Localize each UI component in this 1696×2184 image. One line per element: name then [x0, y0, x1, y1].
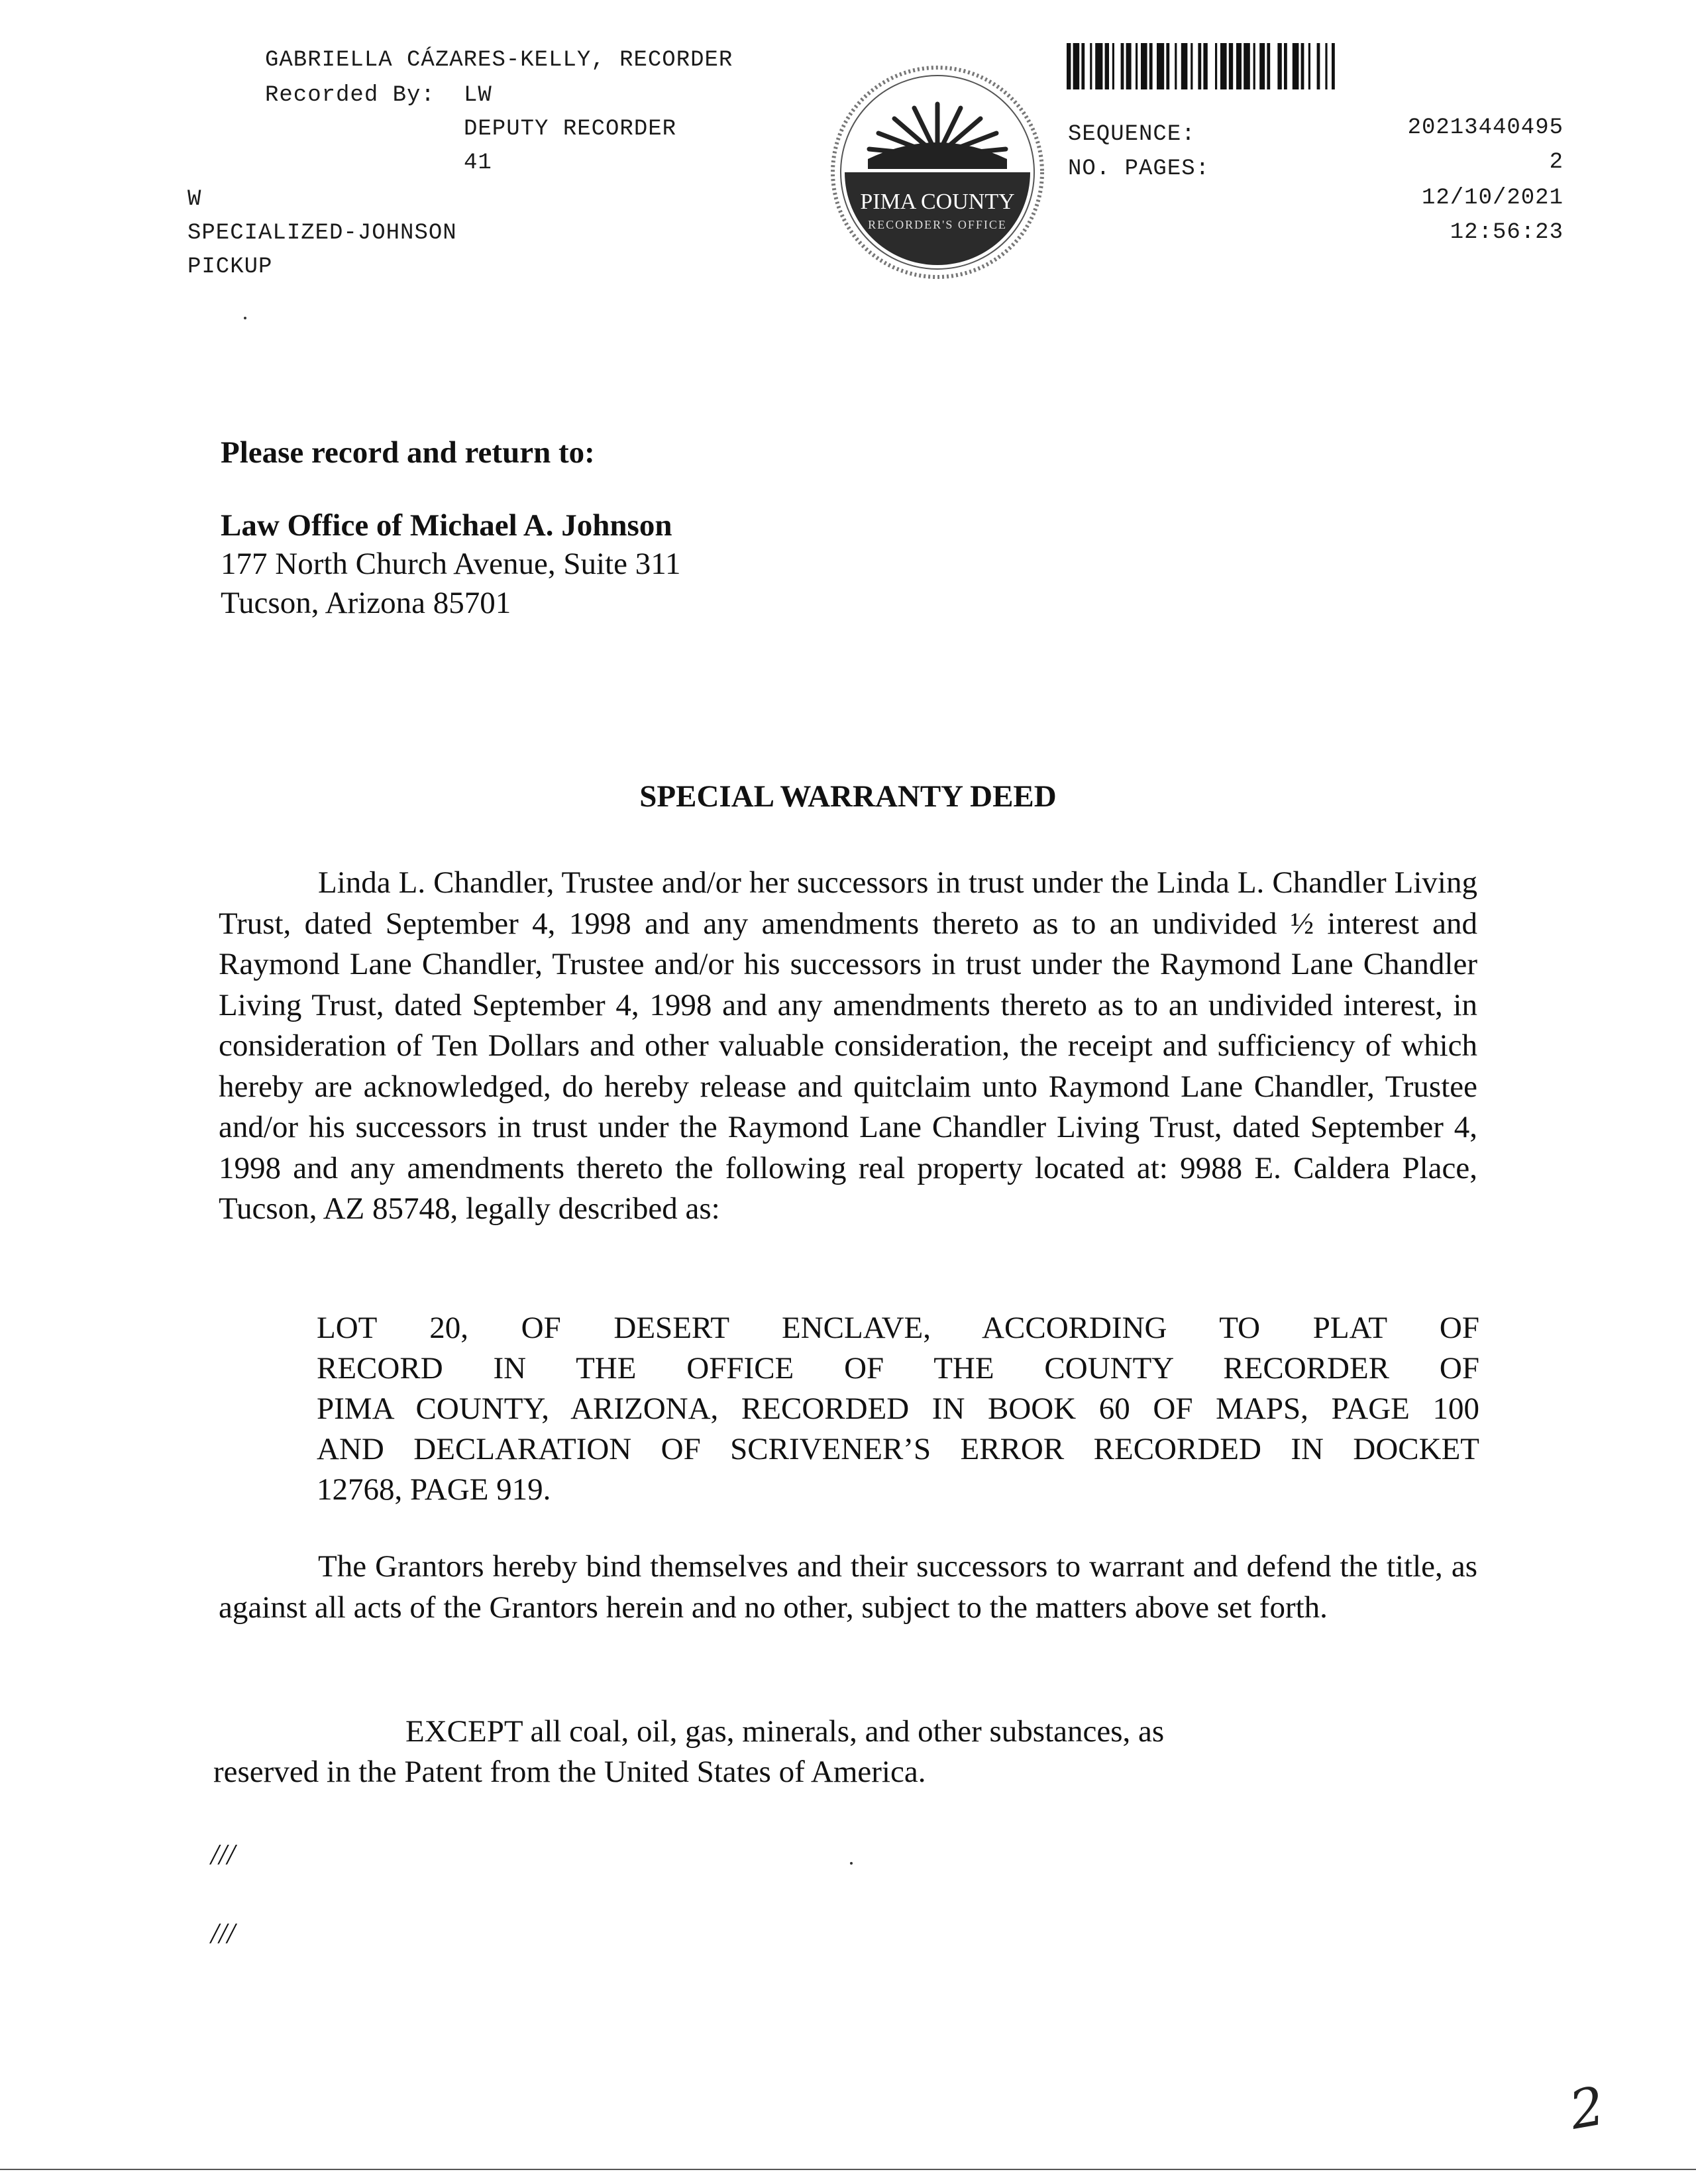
continuation-mark: ///	[211, 1917, 235, 1949]
return-to-heading: Please record and return to:	[221, 435, 595, 470]
legal-description-line: 12768, PAGE 919.	[317, 1472, 551, 1507]
warranty-text: The Grantors hereby bind themselves and their successors to warrant and defend the title, as against all acts of the Grantors herein and no other, subject to the matters above set forth.	[219, 1549, 1477, 1625]
except-line-2: reserved in the Patent from the United States of America.	[213, 1755, 926, 1789]
recording-time: 12:56:23	[1450, 220, 1564, 245]
recording-date: 12/10/2021	[1421, 186, 1564, 211]
return-to-address-2: Tucson, Arizona 85701	[221, 586, 511, 620]
legal-description-line: RECORD IN THE OFFICE OF THE COUNTY RECORDER OF	[317, 1351, 1479, 1386]
sequence-value: 20213440495	[1407, 115, 1564, 140]
legal-description-line: PIMA COUNTY, ARIZONA, RECORDED IN BOOK 60 OF MAPS, PAGE 100	[317, 1392, 1479, 1426]
barcode-icon	[1067, 43, 1517, 89]
return-to-name: Law Office of Michael A. Johnson	[221, 508, 672, 543]
return-to-address-1: 177 North Church Avenue, Suite 311	[221, 547, 681, 581]
warranty-paragraph	[219, 1547, 1477, 1628]
except-line-1: EXCEPT all coal, oil, gas, minerals, and other substances, as	[405, 1714, 1165, 1749]
code-letter: W	[187, 187, 202, 212]
deed-body-paragraph	[219, 863, 1477, 1230]
recorded-by-label: Recorded By:	[265, 83, 435, 108]
legal-description	[317, 1308, 1479, 1510]
deputy-recorder-label: DEPUTY RECORDER	[464, 117, 677, 142]
recorder-name: GABRIELLA CÁZARES-KELLY, RECORDER	[265, 48, 733, 73]
pages-value: 2	[1549, 150, 1564, 175]
continuation-mark: ///	[211, 1838, 235, 1871]
handwritten-page-number: 2	[1565, 2075, 1609, 2142]
submitter-line-1: SPECIALIZED-JOHNSON	[187, 221, 457, 246]
deed-body-text: Linda L. Chandler, Trustee and/or her successors in trust under the Linda L. Chandler Living Trust, dated September 4, 1998 and any amendments thereto as to an undivided ½ interest and Raymond Lane Chandler, Trustee and/or his successors in trust under the Raymond Lane Chandler Living Trust, dated September 4, 1998 and any amendments thereto as to an undivided interest, in consideration of Ten Dollars and other valuable consideration, the receipt and sufficiency of which hereby are acknowledged, do hereby release and quitclaim unto Raymond Lane Chandler, Trustee and/or his successors in trust under the Raymond Lane Chandler Living Trust, dated September 4, 1998 and any amendments thereto the following real property located at: 9988 E. Caldera Place, Tucson, AZ 85748, legally described as:	[219, 865, 1477, 1226]
deputy-number: 41	[464, 150, 492, 176]
pima-county-seal-icon	[828, 63, 1047, 282]
pages-label: NO. PAGES:	[1068, 156, 1210, 182]
sequence-label: SEQUENCE:	[1068, 122, 1196, 147]
legal-description-line: LOT 20, OF DESERT ENCLAVE, ACCORDING TO PLAT OF	[317, 1311, 1479, 1345]
page-bottom-rule	[0, 2169, 1696, 2170]
seal-office: RECORDER'S OFFICE	[868, 218, 1007, 231]
submitter-line-2: PICKUP	[187, 254, 273, 280]
deed-title: SPECIAL WARRANTY DEED	[639, 779, 1057, 814]
legal-description-line: AND DECLARATION OF SCRIVENER’S ERROR RECORDED IN DOCKET	[317, 1432, 1479, 1466]
recorded-by-value: LW	[464, 83, 492, 108]
stray-mark	[244, 317, 246, 319]
seal-name: PIMA COUNTY	[860, 190, 1015, 214]
stray-mark	[850, 1862, 853, 1865]
